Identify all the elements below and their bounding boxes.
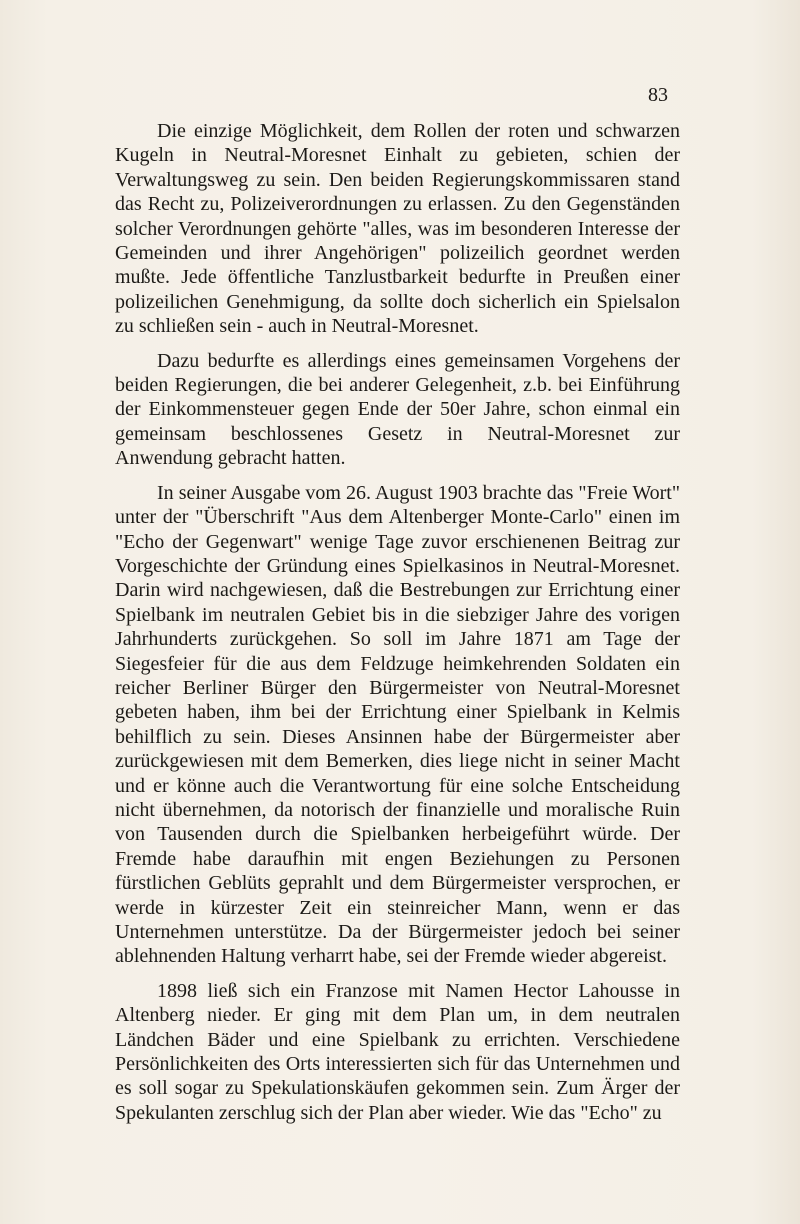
paragraph-2: Dazu bedurfte es allerdings eines gemeinsamen Vorgehens der beiden Regierungen, die bei anderer Gelegenheit, z.b. bei Einführung der Einkommensteuer gegen Ende der 50er Jahre, schon einmal ein gemeinsam beschlossenes Gesetz in Neutral-Moresnet zur Anwendung gebracht hatten.: [115, 349, 680, 470]
body-text: [115, 119, 680, 1125]
paragraph-1: Die einzige Möglichkeit, dem Rollen der roten und schwarzen Kugeln in Neutral-Moresnet Einhalt zu gebieten, schien der Verwaltungsweg zu sein. Den beiden Regierungskommissaren stand das Recht zu, Polizeiverordnungen zu erlassen. Zu den Gegenständen solcher Verordnungen gehörte "alles, was im besonderen Interesse der Gemeinden und ihrer Angehörigen" polizeilich geordnet werden mußte. Jede öffentliche Tanzlustbarkeit bedurfte in Preußen einer polizeilichen Genehmigung, da sollte doch sicherlich ein Spielsalon zu schließen sein - auch in Neutral-Moresnet.: [115, 120, 680, 338]
page-number: 83: [648, 84, 668, 106]
paragraph-4: 1898 ließ sich ein Franzose mit Namen Hector Lahousse in Altenberg nieder. Er ging mit dem Plan um, in dem neutralen Ländchen Bäder und eine Spielbank zu errichten. Verschiedene Persönlichkeiten des Orts interessierten sich für das Unternehmen und es soll sogar zu Spekulationskäufen gekommen sein. Zum Ärger der Spekulanten zerschlug sich der Plan aber wieder. Wie das "Echo" zu: [115, 979, 680, 1124]
paragraph-3: In seiner Ausgabe vom 26. August 1903 brachte das "Freie Wort" unter der "Überschrift "Aus dem Altenberger Monte-Carlo" einen im "Echo der Gegenwart" wenige Tage zuvor erschienenen Beitrag zur Vorgeschichte der Gründung eines Spielkasinos in Neutral-Moresnet. Darin wird nachgewiesen, daß die Bestrebungen zur Errichtung einer Spielbank im neutralen Gebiet bis in die siebziger Jahre des vorigen Jahrhunderts zurückgehen. So soll im Jahre 1871 am Tage der Siegesfeier für die aus dem Feldzuge heimkehrenden Soldaten ein reicher Berliner Bürger den Bürgermeister von Neutral-Moresnet gebeten haben, ihm bei der Errichtung einer Spielbank in Kelmis behilflich zu sein. Dieses Ansinnen habe der Bürgermeister aber zurückgewiesen mit dem Bemerken, dies liege nicht in seiner Macht und er könne auch die Verantwortung für eine solche Entscheidung nicht übernehmen, da notorisch der finanzielle und moralische Ruin von Tausenden durch die Spielbanken herbeigeführt würde. Der Fremde habe daraufhin mit engen Beziehungen zu Personen fürstlichen Geblüts geprahlt und dem Bürgermeister versprochen, er werde in kürzester Zeit ein steinreicher Mann, wenn er das Unternehmen unterstütze. Da der Bürgermeister jedoch bei seiner ablehnenden Haltung verharrt habe, sei der Fremde wieder abgereist.: [115, 481, 680, 968]
